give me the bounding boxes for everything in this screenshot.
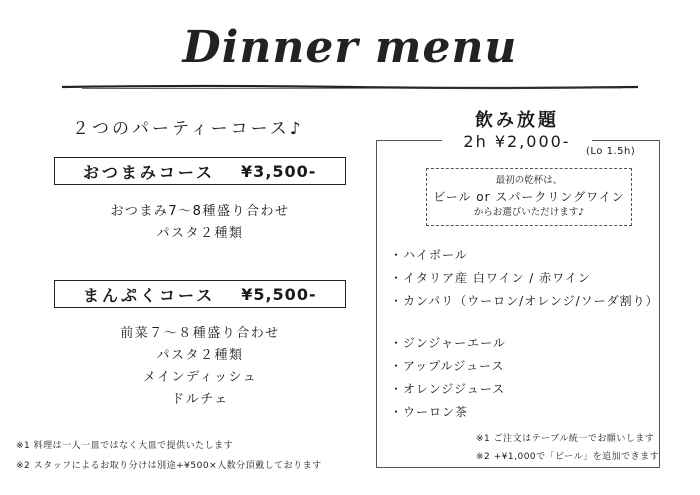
title-underline [62, 84, 638, 90]
drink-list-soft [390, 332, 506, 424]
drink-item: ・ハイボール [390, 248, 468, 262]
course-price: ¥5,500- [241, 284, 317, 304]
drink-item: ・カンパリ（ウーロン/オレンジ/ソーダ割り） [390, 294, 659, 308]
drink-item: ・イタリア産 白ワイン / 赤ワイン [390, 271, 591, 285]
drink-list-alcohol [390, 244, 659, 313]
drink-note: ※1 ご注文はテーブル統一でお願いします [476, 434, 655, 444]
toast-line: 最初の乾杯は、 [495, 175, 563, 186]
drink-item: ・オレンジジュース [390, 382, 506, 396]
drink-item: ・ジンジャーエール [390, 336, 506, 350]
course-box-manpuku [54, 280, 346, 308]
course-item: パスタ２種類 [156, 348, 244, 363]
last-order: (Lo 1.5h) [586, 146, 636, 157]
party-course-heading: ２つのパーティーコース♪ [72, 119, 304, 139]
course-item: 前菜７～８種盛り合わせ [120, 326, 280, 341]
party-note: ※1 料理は一人一皿ではなく大皿で提供いたします [16, 441, 234, 451]
party-note: ※2 スタッフによるお取り分けは別途+¥500×人数分頂戴しております [16, 461, 322, 471]
drink-item: ・アップルジュース [390, 359, 505, 373]
course-price: ¥3,500- [241, 161, 317, 181]
course-items-manpuku [54, 323, 346, 411]
course-item: ドルチェ [171, 392, 229, 407]
drink-item: ・ウーロン茶 [390, 405, 469, 419]
course-item: おつまみ7～8種盛り合わせ [110, 204, 290, 219]
course-item: パスタ２種類 [156, 226, 244, 241]
toast-line: からお選びいただけます♪ [473, 207, 585, 218]
toast-box [426, 168, 632, 226]
course-box-otsumami [54, 157, 346, 185]
page-title: Dinner menu [182, 22, 518, 73]
drink-price: 2h ¥2,000- [442, 132, 592, 151]
drink-title: 飲み放題 [442, 106, 592, 132]
course-items-otsumami [54, 201, 346, 245]
drink-note: ※2 +¥1,000で「ビール」を追加できます [476, 452, 660, 462]
course-name: おつまみコース [83, 162, 216, 182]
course-name: まんぷくコース [83, 285, 216, 305]
toast-line: ビール or スパークリングワイン [433, 190, 625, 204]
course-item: メインディッシュ [142, 370, 258, 385]
